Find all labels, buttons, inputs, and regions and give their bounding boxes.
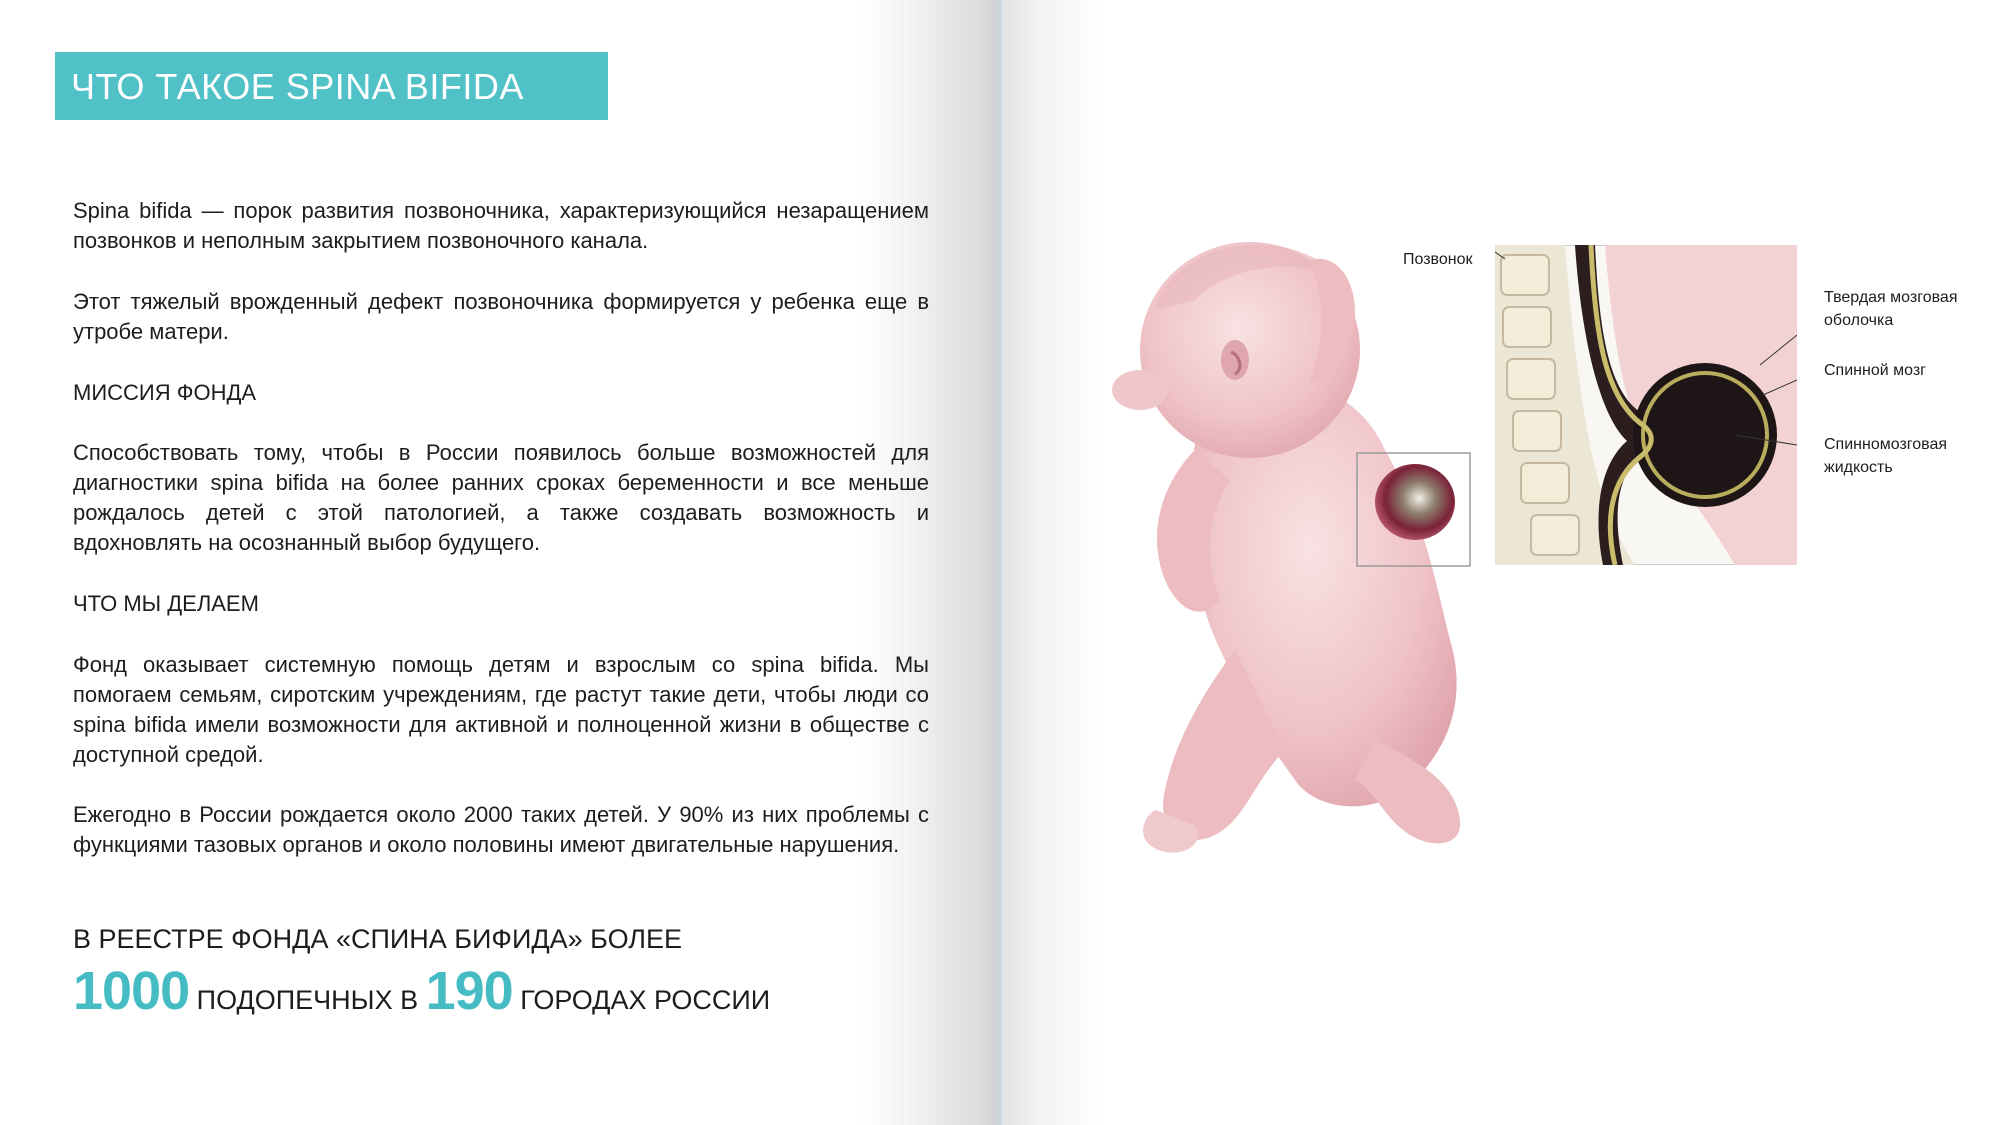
label-spinal-cord: Спинной мозг: [1824, 362, 1926, 379]
paragraph-what-we-do: [73, 650, 929, 770]
label-csf-line2: жидкость: [1824, 459, 1893, 476]
heading-mission: МИССИЯ ФОНДА: [73, 380, 257, 405]
paragraph-statistics: [73, 800, 929, 860]
registry-numbers: [73, 960, 770, 1022]
spine-cross-section-diagram: [1495, 245, 1797, 565]
paragraph-mission: [73, 438, 929, 558]
registry-line: В РЕЕСТРЕ ФОНДА «СПИНА БИФИДА» БОЛЕЕ: [73, 924, 683, 954]
lesion-mark: [1375, 464, 1455, 540]
label-vertebra: Позвонок: [1403, 251, 1473, 268]
label-csf-line1: Спинномозговая: [1824, 436, 1948, 453]
paragraph-text: Способствовать тому, чтобы в России появилось больше возможностей для диагностики spina bifida на более ранних сроках беременности и все меньше рождалось детей с этой патологией, а также создавать возможность и вдохновлять на осознанный выбор будущего.: [73, 440, 929, 555]
label-dura-mater-line1: Твердая мозговая: [1824, 289, 1958, 306]
fetus-hand: [1112, 370, 1168, 410]
cities-count: 190: [425, 961, 513, 1021]
paragraph-congenital: [73, 287, 929, 347]
heading-what-we-do: ЧТО МЫ ДЕЛАЕМ: [73, 591, 259, 616]
fetus-illustration: [1055, 220, 1555, 860]
paragraph-definition: [73, 196, 929, 256]
page-title: ЧТО ТАКОЕ SPINA BIFIDA: [71, 66, 524, 107]
paragraph-text: Этот тяжелый врожденный дефект позвоночника формируется у ребенка еще в утробе матери.: [73, 289, 929, 344]
paragraph-text: Ежегодно в России рождается около 2000 таких детей. У 90% из них проблемы с функциями тазовых органов и около половины имеют двигательные нарушения.: [73, 802, 929, 857]
wards-label: ПОДОПЕЧНЫХ В: [196, 985, 419, 1015]
title-band: [55, 52, 608, 120]
label-dura-mater-line2: оболочка: [1824, 312, 1894, 329]
cities-label: ГОРОДАХ РОССИИ: [520, 985, 771, 1015]
wards-count: 1000: [73, 961, 190, 1021]
paragraph-text: Spina bifida — порок развития позвоночника, характеризующийся незаращением позвонков и неполным закрытием позвоночного канала.: [73, 198, 929, 253]
paragraph-text: Фонд оказывает системную помощь детям и взрослым со spina bifida. Мы помогаем семьям, сиротским учреждениям, где растут такие дети, чтобы люди со spina bifida имели возможности для активной и полноценной жизни в обществе с доступной средой.: [73, 652, 929, 767]
